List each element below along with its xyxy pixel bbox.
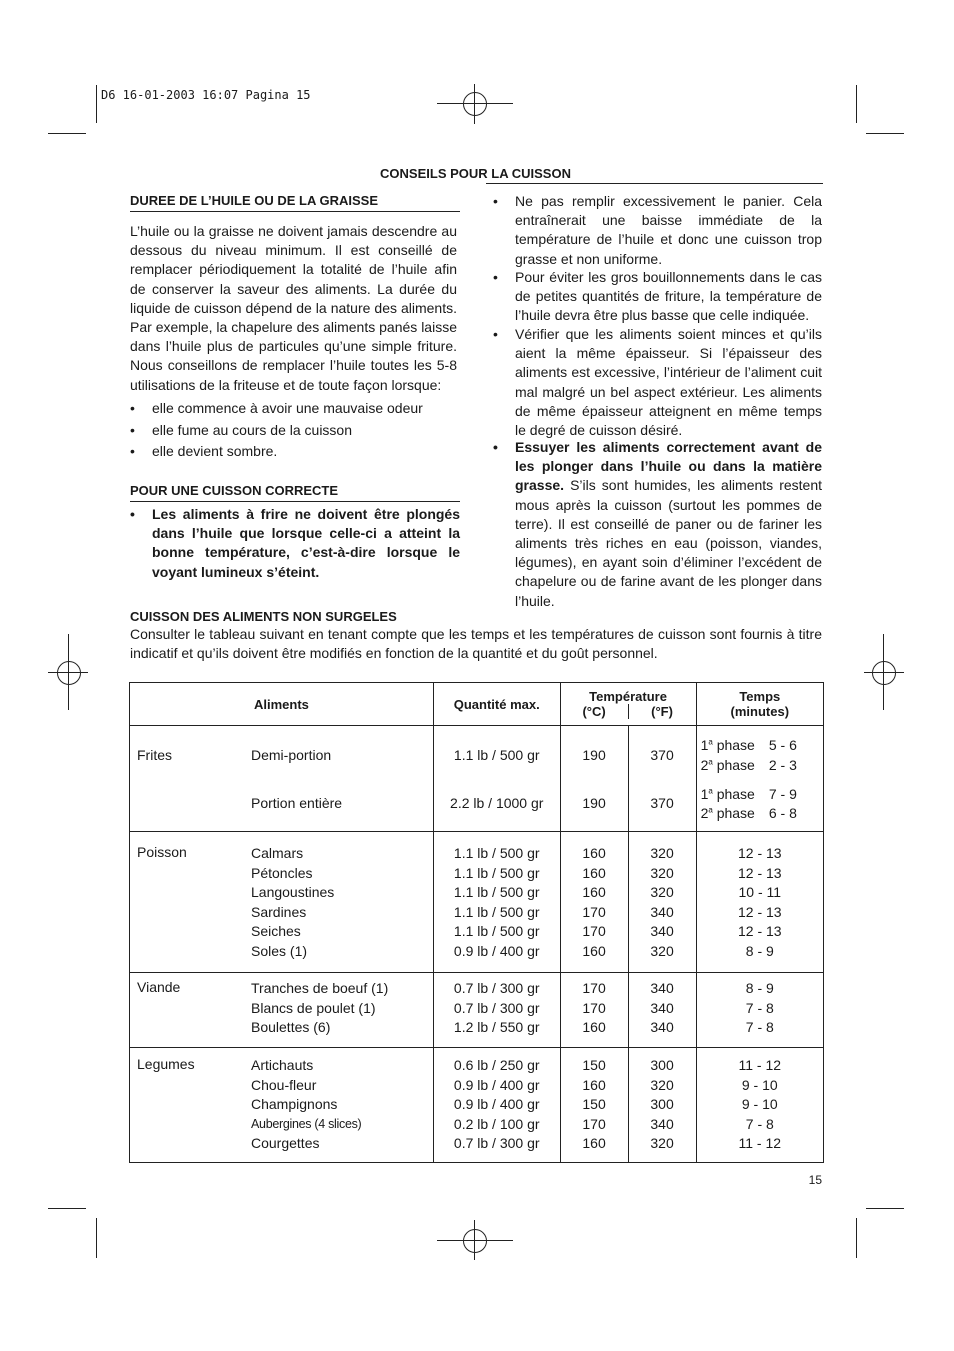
table-row-poisson [130,832,824,973]
phase-line: 1$^a$ phase 5 - 6 [700,737,797,753]
fahrenheit-cell: 340 [650,903,674,920]
oil-bullet: • elle devient sombre. [130,443,278,459]
section-oil-body: L’huile ou la graisse ne doivent jamais descendre au dessous du niveau minimum. Il est conseillé de remplacer périodiquement la totalité de l’huile afin de conserver la saveur des aliments. La durée du liquide de cuisson dépend de la nature des aliments. Par exemple, la chapelure des aliments panés laisse dans l’huile plus de particules qu’une simple friture. Nous conseillons de remplacer l’huile toutes les 5-8 utilisations de la friteuse et de toute façon lorsque: [130,223,457,393]
fahrenheit-cell: 320 [650,1135,674,1152]
category-label: Poisson [137,844,187,860]
item-label: Sardines [251,903,307,920]
celsius-cell: 160 [582,1135,606,1152]
page-number: 15 [808,1173,822,1187]
oil-bullet: • elle commence à avoir une mauvaise odeur [130,400,423,416]
phase-line: 1$^a$ phase 7 - 9 [700,786,797,802]
item-label: Courgettes [251,1135,320,1152]
qty-cell: 0.9 lb / 400 gr [453,1096,540,1113]
celsius-cell: 170 [582,1115,606,1132]
table-row-frites [130,726,824,832]
celsius-cell: 190 [582,795,606,811]
section-oil-title: DUREE DE L’HUILE OU DE LA GRAISSE [130,193,460,212]
qty-cell: 1.1 lb / 500 gr [453,903,540,920]
qty-cell: 0.6 lb / 250 gr [453,1057,540,1073]
item-label: Calmars [251,845,304,861]
fahrenheit-cell: 320 [650,942,674,959]
qty-cell: 1.1 lb / 500 gr [453,884,540,901]
time-cell: 12 - 13 [737,845,782,861]
item-label: Chou-fleur [251,1076,317,1093]
section-table-title: CUISSON DES ALIMENTS NON SURGELES [130,609,397,624]
fahrenheit-cell: 320 [650,884,674,901]
qty-cell: 2.2 lb / 1000 gr [450,795,544,811]
fahrenheit-cell: 340 [650,980,674,996]
qty-cell: 0.7 lb / 300 gr [453,1135,540,1152]
time-cell: 11 - 12 [738,1135,782,1152]
section-correct-title: POUR UNE CUISSON CORRECTE [130,483,460,502]
table-row-viande [130,973,824,1048]
time-cell: 7 - 8 [745,999,774,1016]
fahrenheit-cell: 320 [650,845,674,861]
main-title: CONSEILS POUR LA CUISSON [380,166,571,181]
time-cell: 8 - 9 [745,942,774,959]
time-cell: 11 - 12 [738,1057,782,1073]
time-cell: 12 - 13 [737,864,782,881]
item-label: Seiches [251,923,301,940]
oil-bullet: • elle fume au cours de la cuisson [130,422,352,438]
col-aliments: Aliments [130,683,434,726]
fahrenheit-cell: 340 [650,1019,674,1036]
fahrenheit-cell: 370 [650,795,674,811]
dry-food-emphasis: Essuyer les aliments correctement avant de les plonger dans l’huile ou dans la matière grasse. [515,439,822,494]
time-cell: 8 - 9 [745,980,774,996]
item-label: Pétoncles [251,864,313,881]
category-label: Legumes [137,1056,195,1072]
celsius-cell: 170 [582,923,606,940]
time-cell: 12 - 13 [737,923,782,940]
category-label: Viande [137,979,181,995]
fahrenheit-cell: 320 [650,1076,674,1093]
celsius-cell: 160 [582,845,606,861]
item-label: Boulettes (6) [251,1019,331,1036]
phase-line: 2$^a$ phase 2 - 3 [700,757,797,773]
time-cell: 9 - 10 [741,1076,778,1093]
col-celsius: (°C) [561,704,629,719]
time-cell: 12 - 13 [737,903,782,920]
col-temperature: Température (°C) (°F) [560,683,696,726]
qty-cell: 0.9 lb / 400 gr [453,1076,540,1093]
celsius-cell: 150 [582,1057,606,1073]
qty-cell: 1.1 lb / 500 gr [453,747,540,763]
col-quantite: Quantité max. [433,683,560,726]
fahrenheit-cell: 370 [650,747,674,763]
fahrenheit-cell: 340 [650,999,674,1016]
time-cell: 10 - 11 [738,884,782,901]
celsius-cell: 170 [582,980,606,996]
celsius-cell: 170 [582,903,606,920]
category-label: Frites [137,747,172,763]
celsius-cell: 160 [582,864,606,881]
celsius-cell: 160 [582,942,606,959]
right-bullet-thickness: • Vérifier que les aliments soient minces et qu’ils aient la même épaisseur. Si l’épaisseur des aliments est excessive, l’intérieur de l’aliment cuit mal malgré un bel aspect extérieur. Les aliments de même épaisseur atteignent en même temps le degré de cuisson désiré. [493,326,822,439]
cooking-table [129,682,824,1163]
time-cell: 7 - 8 [745,1115,774,1132]
celsius-cell: 190 [582,747,606,763]
qty-cell: 0.7 lb / 300 gr [453,999,540,1016]
print-header: D6 16-01-2003 16:07 Pagina 15 [101,88,311,102]
qty-cell: 1.1 lb / 500 gr [453,845,540,861]
celsius-cell: 170 [582,999,606,1016]
fahrenheit-cell: 320 [650,864,674,881]
celsius-cell: 160 [582,884,606,901]
celsius-cell: 160 [582,1076,606,1093]
fahrenheit-cell: 300 [650,1096,674,1113]
right-bullet-basket: • Ne pas remplir excessivement le panier. Cela entraînerait une baisse immédiate de la température de l’huile et donc une cuisson trop grasse et non uniforme. [493,193,822,267]
right-bullet-small-quantities: • Pour éviter les gros bouillonnements dans le cas de petites quantités de friture, la température de l’huile devra être plus basse que celle indiquée. [493,269,822,324]
item-label: Artichauts [251,1057,314,1073]
fahrenheit-cell: 340 [650,923,674,940]
time-cell: 7 - 8 [745,1019,774,1036]
item-label: Demi-portion [251,747,332,763]
qty-cell: 0.9 lb / 400 gr [453,942,540,959]
qty-cell: 1.1 lb / 500 gr [453,864,540,881]
item-label: Champignons [251,1096,338,1113]
right-bullet-dry-food: • Essuyer les aliments correctement avant de les plonger dans l’huile ou dans la matière grasse. S’ils sont humides, les aliments restent mous après la cuisson (surtout les pommes de terre). Il est conseillé de paner ou de fariner les aliments très riches en eau (poisson, viandes, légumes), en ayant soin d’éliminer l’excédent de chapelure ou de farine avant de les plonger dans l’huile. [493,439,822,609]
col-fahrenheit: (°F) [651,704,673,719]
table-row-legumes [130,1048,824,1163]
time-cell: 9 - 10 [741,1096,778,1113]
fahrenheit-cell: 340 [650,1115,674,1132]
item-label: Blancs de poulet (1) [251,999,376,1016]
dry-food-detail: S’ils sont humides, les aliments restent mous après la cuisson (surtout les pommes de terre). Il est conseillé de paner ou de fariner les aliments très riches en eau (poisson, viandes, légumes), en ayant soin d’éliminer l’excédent de chapelure ou de farine avant de les plonger dans l’huile. [515,477,822,609]
qty-cell: 1.2 lb / 550 gr [453,1019,540,1036]
correct-bullet: • Les aliments à frire ne doivent être plongés dans l’huile que lorsque celle-ci a atteint la bonne température, c’est-à-dire lorsque le voyant lumineux s’éteint. [130,506,460,580]
phase-line: 2$^a$ phase 6 - 8 [700,805,797,821]
item-label: Tranches de boeuf (1) [251,980,389,996]
qty-cell: 1.1 lb / 500 gr [453,923,540,940]
fahrenheit-cell: 300 [650,1057,674,1073]
qty-cell: 0.7 lb / 300 gr [453,980,540,996]
celsius-cell: 150 [582,1096,606,1113]
col-temps: Temps (minutes) [696,683,823,726]
item-label: Portion entière [251,795,343,811]
celsius-cell: 160 [582,1019,606,1036]
qty-cell: 0.2 lb / 100 gr [453,1115,540,1132]
item-label: Soles (1) [251,942,308,959]
item-label: Aubergines (4 slices) [251,1116,362,1131]
item-label: Langoustines [251,884,335,901]
section-table-intro: Consulter le tableau suivant en tenant compte que les temps et les températures de cuisson sont fournis à titre indicatif et qu’ils doivent être modifiés en fonction de la quantité et du goût personnel. [130,626,822,662]
main-title-rule [486,183,823,184]
table-header-row [130,683,824,726]
